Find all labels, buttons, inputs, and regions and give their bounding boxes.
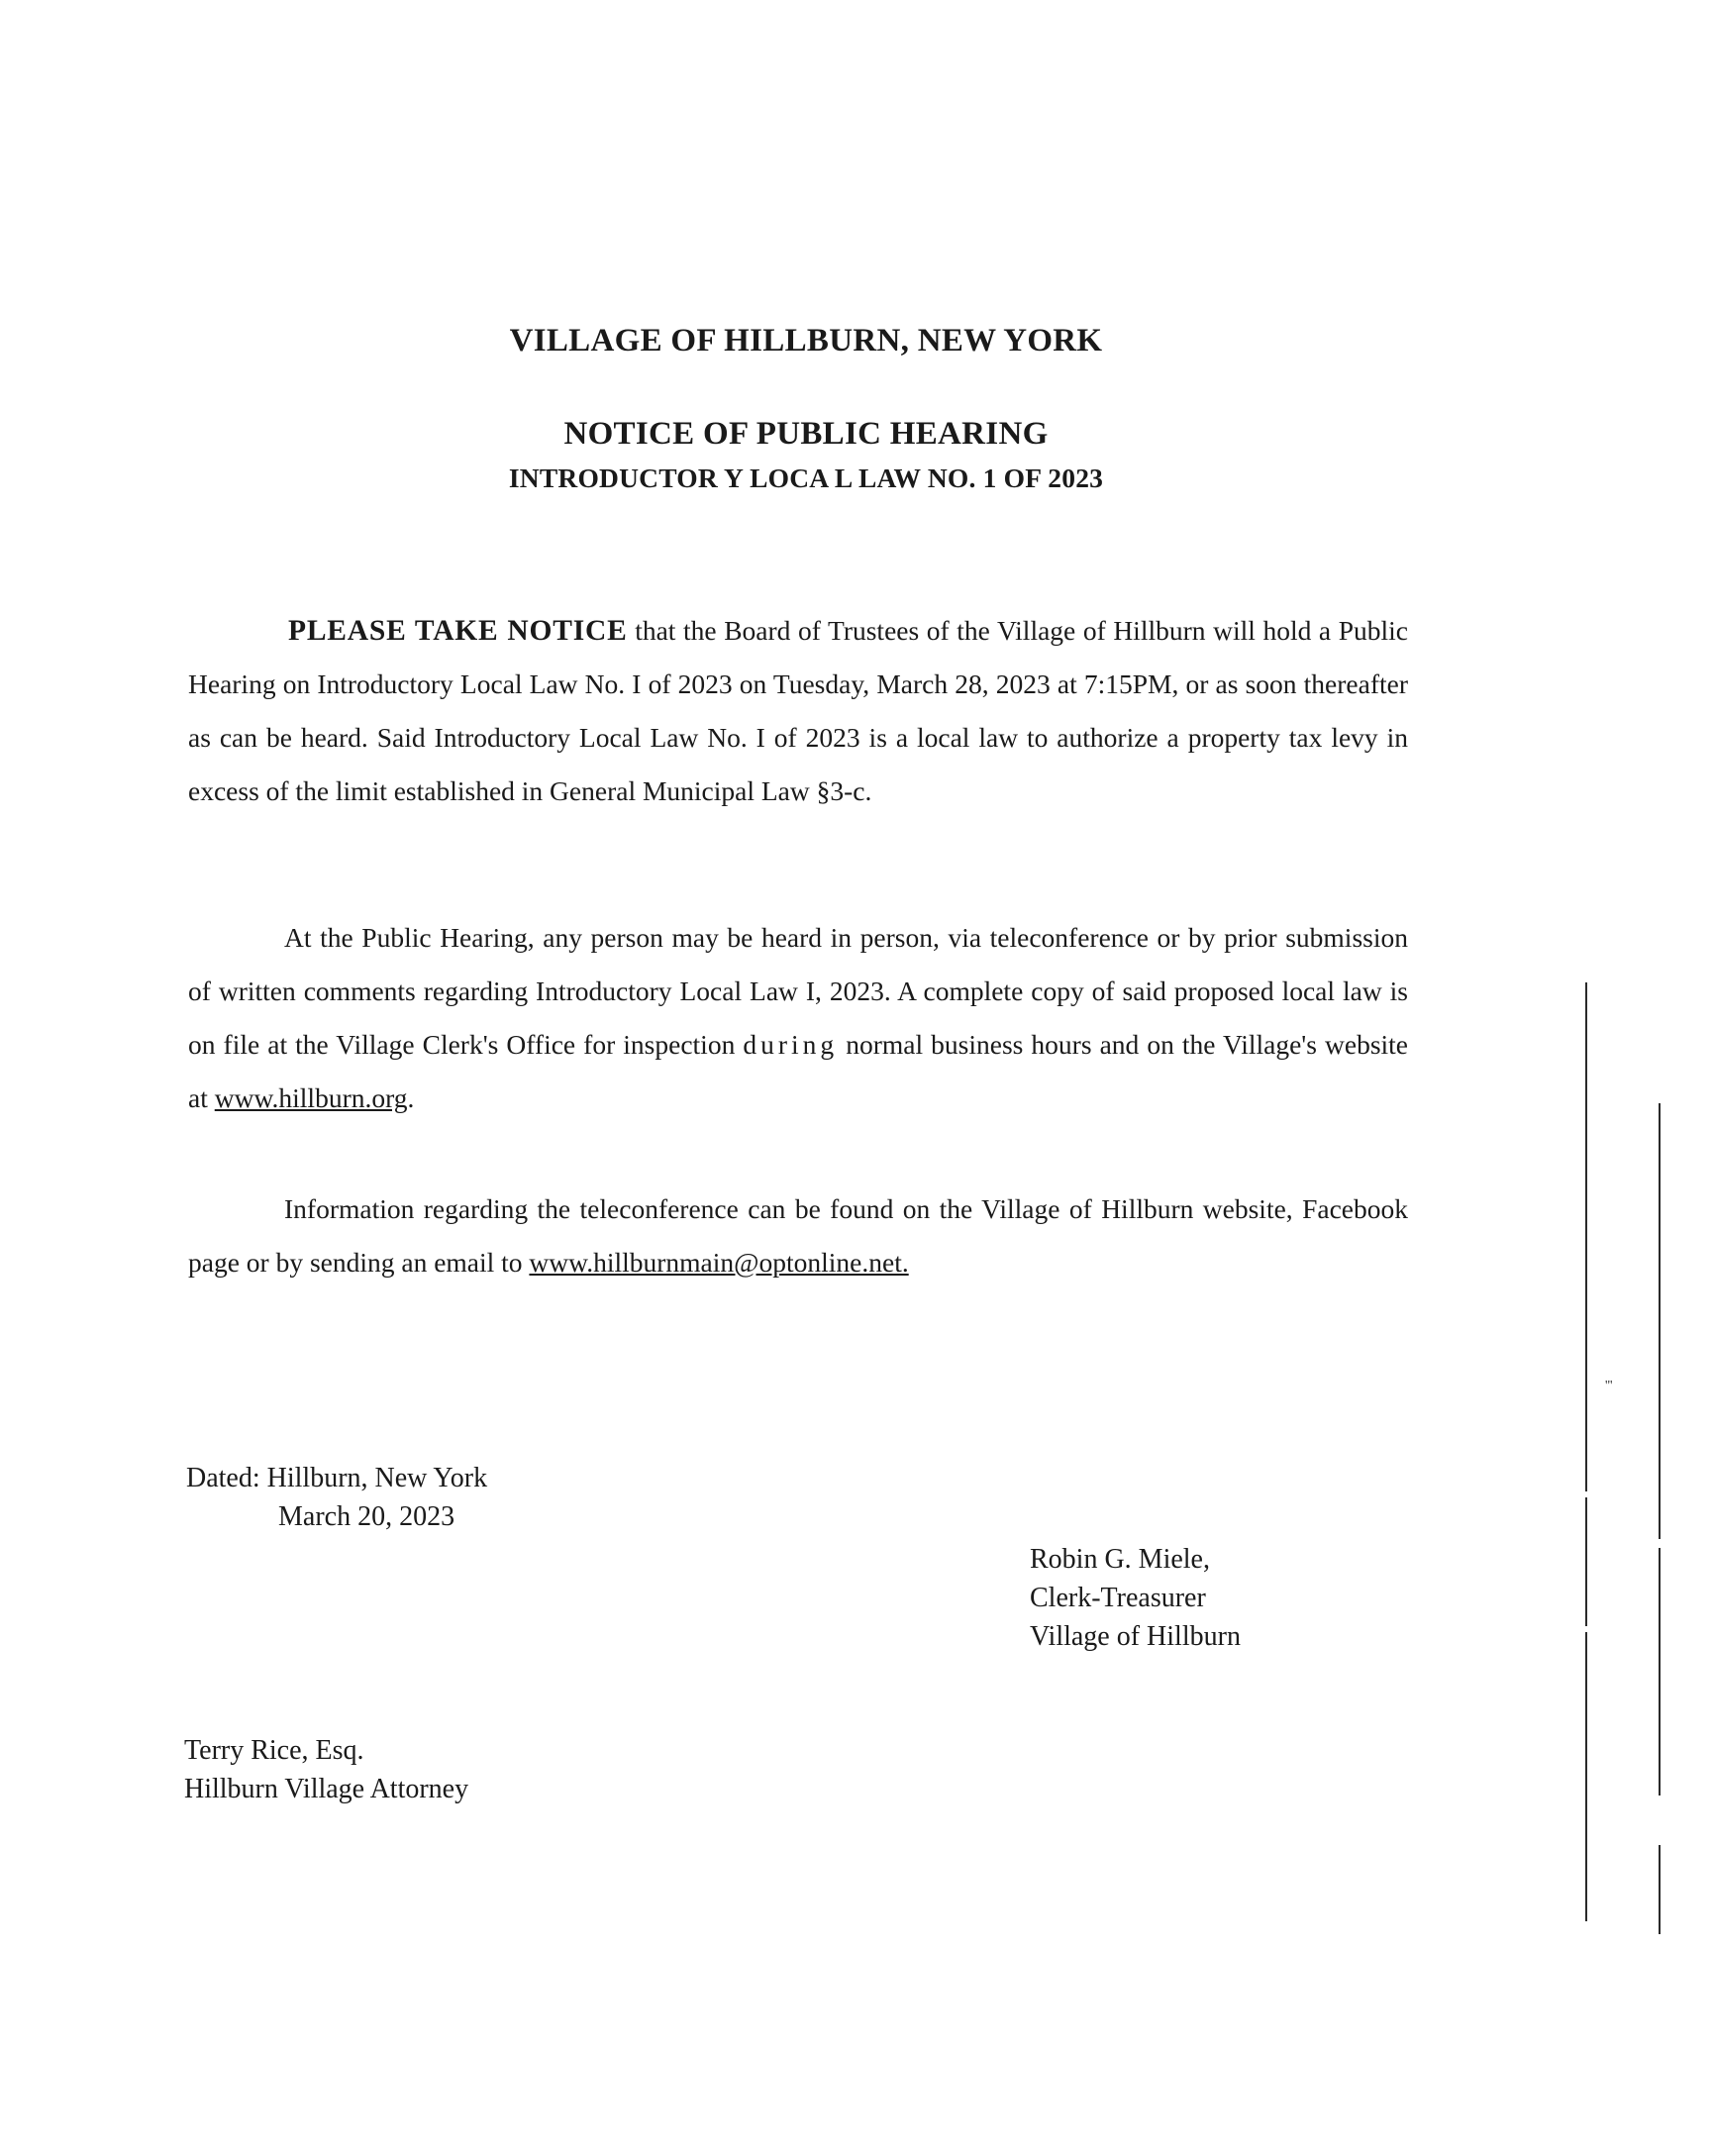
law-subheading: INTRODUCTOR Y LOCA L LAW NO. 1 OF 2023 <box>508 462 1104 493</box>
hearing-paragraph-end: . <box>407 1082 415 1113</box>
attorney-title: Hillburn Village Attorney <box>184 1774 469 1804</box>
scan-margin-line <box>1659 1845 1661 1934</box>
scan-margin-line <box>1585 1632 1587 1921</box>
date-line: March 20, 2023 <box>278 1501 455 1532</box>
dated-line: Dated: Hillburn, New York <box>186 1463 488 1493</box>
hearing-paragraph-spaced-word: during <box>743 1029 839 1060</box>
teleconference-paragraph <box>188 1182 1408 1289</box>
notice-heading: NOTICE OF PUBLIC HEARING <box>563 416 1049 452</box>
hearing-paragraph-text-2: normal business hours and on the Village's website at <box>188 1029 1409 1113</box>
signatory-organization: Village of Hillburn <box>1030 1621 1241 1652</box>
hearing-paragraph <box>188 911 1408 1125</box>
notice-paragraph <box>188 604 1408 818</box>
village-heading: VILLAGE OF HILLBURN, NEW YORK <box>509 323 1103 359</box>
attorney-name: Terry Rice, Esq. <box>184 1735 364 1766</box>
scan-margin-line <box>1659 1103 1661 1539</box>
scan-margin-line <box>1585 1497 1587 1626</box>
teleconference-paragraph-text: Information regarding the teleconference can be found on the Village of Hillburn website, Facebook page or by sending an email to <box>188 1193 1408 1278</box>
margin-mark: ''' <box>1605 1379 1613 1393</box>
signatory-title: Clerk-Treasurer <box>1030 1583 1206 1613</box>
notice-paragraph-body: that the Board of Trustees of the Village of Hillburn will hold a Public Hearing on Introductory Local Law No. I of 2023 on Tuesday, March 28, 2023 at 7:15PM, or as soon thereafter as can be heard. Said Introductory Local Law No. I of 2023 is a local law to authorize a property tax levy in excess of the limit established in General Municipal Law §3-c. <box>188 615 1409 806</box>
scan-margin-line <box>1585 982 1587 1491</box>
scan-margin-line <box>1659 1548 1661 1796</box>
hearing-paragraph-text: At the Public Hearing, any person may be heard in person, via teleconference or by prior submission of written comments regarding Introductory Local Law I, 2023. A complete copy of said proposed local law is on file at the Village Clerk's Office for inspection <box>188 922 1408 1060</box>
website-link[interactable]: www.hillburn.org <box>214 1082 408 1113</box>
email-link[interactable]: www.hillburnmain@optonline.net. <box>529 1247 909 1278</box>
signatory-name: Robin G. Miele, <box>1030 1544 1210 1575</box>
notice-lead: PLEASE TAKE NOTICE <box>288 615 628 647</box>
